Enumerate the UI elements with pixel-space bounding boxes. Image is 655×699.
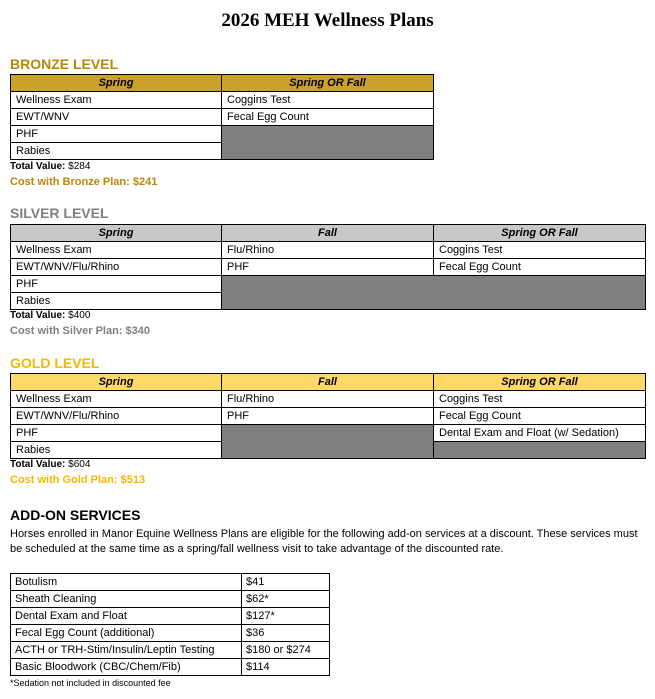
table-cell: Coggins Test: [434, 391, 646, 408]
empty-gray-cell: [222, 276, 646, 310]
bronze-total-value: [10, 161, 90, 172]
addon-service-name: Sheath Cleaning: [11, 591, 242, 608]
addon-service-name: Botulism: [11, 574, 242, 591]
total-amount: $604: [68, 459, 91, 470]
table-row: [11, 591, 330, 608]
table-cell: Fecal Egg Count: [222, 109, 434, 126]
table-cell: Wellness Exam: [11, 92, 222, 109]
gold-header-spring: Spring: [11, 374, 222, 391]
table-cell: Dental Exam and Float (w/ Sedation): [434, 425, 646, 442]
table-cell: EWT/WNV/Flu/Rhino: [11, 408, 222, 425]
addon-services-description: Horses enrolled in Manor Equine Wellness Plans are eligible for the following add-on services at a discount. These services must be scheduled at the same time as a spring/fall wellness visit to take advantage of the discounted rate.: [10, 528, 638, 555]
silver-header-fall: Fall: [222, 225, 434, 242]
bronze-level-title: BRONZE LEVEL: [10, 56, 119, 72]
silver-cost: Cost with Silver Plan: $340: [10, 325, 150, 337]
addon-services-title: ADD-ON SERVICES: [10, 507, 141, 523]
empty-gray-cell: [222, 126, 434, 160]
table-cell: Rabies: [11, 143, 222, 160]
total-amount: $400: [68, 310, 91, 321]
table-row: [11, 659, 330, 676]
addon-service-price: $41: [242, 574, 330, 591]
gold-total-value: [10, 459, 90, 470]
bronze-plan-table: [10, 74, 434, 160]
silver-header-row: [11, 225, 646, 242]
table-row: [11, 259, 646, 276]
table-cell: Fecal Egg Count: [434, 259, 646, 276]
table-cell: Rabies: [11, 442, 222, 459]
total-label: Total Value:: [10, 161, 66, 172]
table-cell: PHF: [11, 425, 222, 442]
gold-level-title: GOLD LEVEL: [10, 355, 100, 371]
total-label: Total Value:: [10, 459, 66, 470]
table-row: [11, 642, 330, 659]
addon-service-price: $36: [242, 625, 330, 642]
empty-gray-cell: [434, 442, 646, 459]
table-cell: Flu/Rhino: [222, 242, 434, 259]
silver-plan-table: [10, 224, 646, 310]
bronze-header-spring: Spring: [11, 75, 222, 92]
table-cell: Coggins Test: [222, 92, 434, 109]
gold-cost: Cost with Gold Plan: $513: [10, 474, 146, 486]
table-row: [11, 408, 646, 425]
addon-service-name: Dental Exam and Float: [11, 608, 242, 625]
table-row: [11, 276, 646, 293]
silver-level-title: SILVER LEVEL: [10, 205, 109, 221]
table-row: [11, 391, 646, 408]
table-cell: PHF: [11, 276, 222, 293]
table-row: [11, 574, 330, 591]
table-cell: Rabies: [11, 293, 222, 310]
table-row: [11, 625, 330, 642]
addon-service-price: $127*: [242, 608, 330, 625]
addon-service-name: ACTH or TRH-Stim/Insulin/Leptin Testing: [11, 642, 242, 659]
table-cell: Fecal Egg Count: [434, 408, 646, 425]
table-row: [11, 109, 434, 126]
table-row: [11, 242, 646, 259]
addon-services-table: [10, 573, 330, 676]
table-row: [11, 92, 434, 109]
silver-header-spring: Spring: [11, 225, 222, 242]
table-cell: Wellness Exam: [11, 391, 222, 408]
addon-service-name: Basic Bloodwork (CBC/Chem/Fib): [11, 659, 242, 676]
gold-plan-table: [10, 373, 646, 459]
bronze-cost: Cost with Bronze Plan: $241: [10, 176, 158, 188]
table-row: [11, 126, 434, 143]
empty-gray-cell: [222, 425, 434, 459]
sedation-footnote: *Sedation not included in discounted fee: [10, 678, 171, 688]
table-row: [11, 608, 330, 625]
table-row: [11, 425, 646, 442]
table-cell: PHF: [222, 408, 434, 425]
addon-service-price: $62*: [242, 591, 330, 608]
addon-service-name: Fecal Egg Count (additional): [11, 625, 242, 642]
silver-header-spring-or-fall: Spring OR Fall: [434, 225, 646, 242]
addon-service-price: $180 or $274: [242, 642, 330, 659]
total-label: Total Value:: [10, 310, 66, 321]
silver-total-value: [10, 310, 90, 321]
page-title: 2026 MEH Wellness Plans: [221, 10, 434, 31]
table-cell: Wellness Exam: [11, 242, 222, 259]
table-cell: Coggins Test: [434, 242, 646, 259]
gold-header-fall: Fall: [222, 374, 434, 391]
table-cell: EWT/WNV: [11, 109, 222, 126]
gold-header-row: [11, 374, 646, 391]
total-amount: $284: [68, 161, 91, 172]
table-cell: PHF: [222, 259, 434, 276]
table-cell: Flu/Rhino: [222, 391, 434, 408]
addon-service-price: $114: [242, 659, 330, 676]
table-cell: EWT/WNV/Flu/Rhino: [11, 259, 222, 276]
bronze-header-row: [11, 75, 434, 92]
table-cell: PHF: [11, 126, 222, 143]
gold-header-spring-or-fall: Spring OR Fall: [434, 374, 646, 391]
bronze-header-spring-or-fall: Spring OR Fall: [222, 75, 434, 92]
